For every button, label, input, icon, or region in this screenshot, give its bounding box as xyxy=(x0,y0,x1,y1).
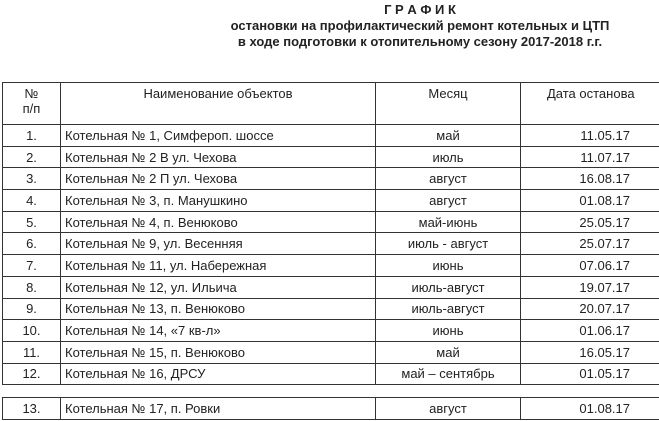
row-date: 16.05.17 xyxy=(521,341,659,363)
row-month: июль-август xyxy=(376,276,521,298)
table-row xyxy=(3,233,659,255)
row-month: май – сентябрь xyxy=(376,363,521,385)
row-date: 16.08.17 xyxy=(521,168,659,190)
table-row xyxy=(3,211,659,233)
document-subtitle: остановки на профилактический ремонт котельных и ЦТП xyxy=(230,18,610,33)
table-header xyxy=(3,83,659,125)
row-number: 9. xyxy=(3,298,61,320)
table-row xyxy=(3,320,659,342)
row-date: 11.05.17 xyxy=(521,125,659,147)
row-name: Котельная № 1, Симфероп. шоссе xyxy=(61,125,376,147)
document-title: Г Р А Ф И К xyxy=(384,2,456,17)
row-name: Котельная № 11, ул. Набережная xyxy=(61,255,376,277)
row-date: 25.07.17 xyxy=(521,233,659,255)
row-number: 8. xyxy=(3,276,61,298)
row-name: Котельная № 14, «7 кв-л» xyxy=(61,320,376,342)
schedule-table xyxy=(2,82,659,385)
table-row xyxy=(3,341,659,363)
row-date: 20.07.17 xyxy=(521,298,659,320)
table-row xyxy=(3,298,659,320)
table-row xyxy=(3,146,659,168)
row-number: 5. xyxy=(3,211,61,233)
row-month: июль xyxy=(376,146,521,168)
row-month: июнь xyxy=(376,255,521,277)
row-month: май xyxy=(376,341,521,363)
row-number: 10. xyxy=(3,320,61,342)
table-row xyxy=(3,190,659,212)
row-date: 11.07.17 xyxy=(521,146,659,168)
table-row xyxy=(3,398,659,420)
row-month: июль-август xyxy=(376,298,521,320)
row-month: май-июнь xyxy=(376,211,521,233)
row-number: 6. xyxy=(3,233,61,255)
table-row xyxy=(3,125,659,147)
row-name: Котельная № 4, п. Венюково xyxy=(61,211,376,233)
row-name: Котельная № 17, п. Ровки xyxy=(61,398,376,420)
row-month: август xyxy=(376,190,521,212)
row-month: июнь xyxy=(376,320,521,342)
table-row xyxy=(3,363,659,385)
header-number: № п/п xyxy=(3,83,61,125)
row-date: 01.05.17 xyxy=(521,363,659,385)
row-number: 13. xyxy=(3,398,61,420)
row-name: Котельная № 13, п. Венюково xyxy=(61,298,376,320)
row-name: Котельная № 12, ул. Ильича xyxy=(61,276,376,298)
row-number: 11. xyxy=(3,341,61,363)
row-date: 19.07.17 xyxy=(521,276,659,298)
row-name: Котельная № 15, п. Венюково xyxy=(61,341,376,363)
row-name: Котельная № 16, ДРСУ xyxy=(61,363,376,385)
row-month: май xyxy=(376,125,521,147)
row-number: 7. xyxy=(3,255,61,277)
row-name: Котельная № 9, ул. Весенняя xyxy=(61,233,376,255)
row-number: 3. xyxy=(3,168,61,190)
row-number: 2. xyxy=(3,146,61,168)
row-date: 01.08.17 xyxy=(521,398,659,420)
header-date: Дата останова xyxy=(521,83,659,125)
document-subtitle-2: в ходе подготовки к отопительному сезону 2017-2018 г.г. xyxy=(237,34,603,49)
header-month: Месяц xyxy=(376,83,521,125)
row-number: 12. xyxy=(3,363,61,385)
table-row xyxy=(3,276,659,298)
row-name: Котельная № 2 В ул. Чехова xyxy=(61,146,376,168)
row-date: 25.05.17 xyxy=(521,211,659,233)
row-name: Котельная № 3, п. Манушкино xyxy=(61,190,376,212)
row-number: 1. xyxy=(3,125,61,147)
row-number: 4. xyxy=(3,190,61,212)
table-row xyxy=(3,255,659,277)
row-date: 01.08.17 xyxy=(521,190,659,212)
row-date: 07.06.17 xyxy=(521,255,659,277)
header-name: Наименование объектов xyxy=(61,83,376,125)
row-date: 01.06.17 xyxy=(521,320,659,342)
table-row xyxy=(3,168,659,190)
row-name: Котельная № 2 П ул. Чехова xyxy=(61,168,376,190)
row-month: июль - август xyxy=(376,233,521,255)
row-month: август xyxy=(376,398,521,420)
row-month: август xyxy=(376,168,521,190)
schedule-table-continued xyxy=(2,397,659,420)
